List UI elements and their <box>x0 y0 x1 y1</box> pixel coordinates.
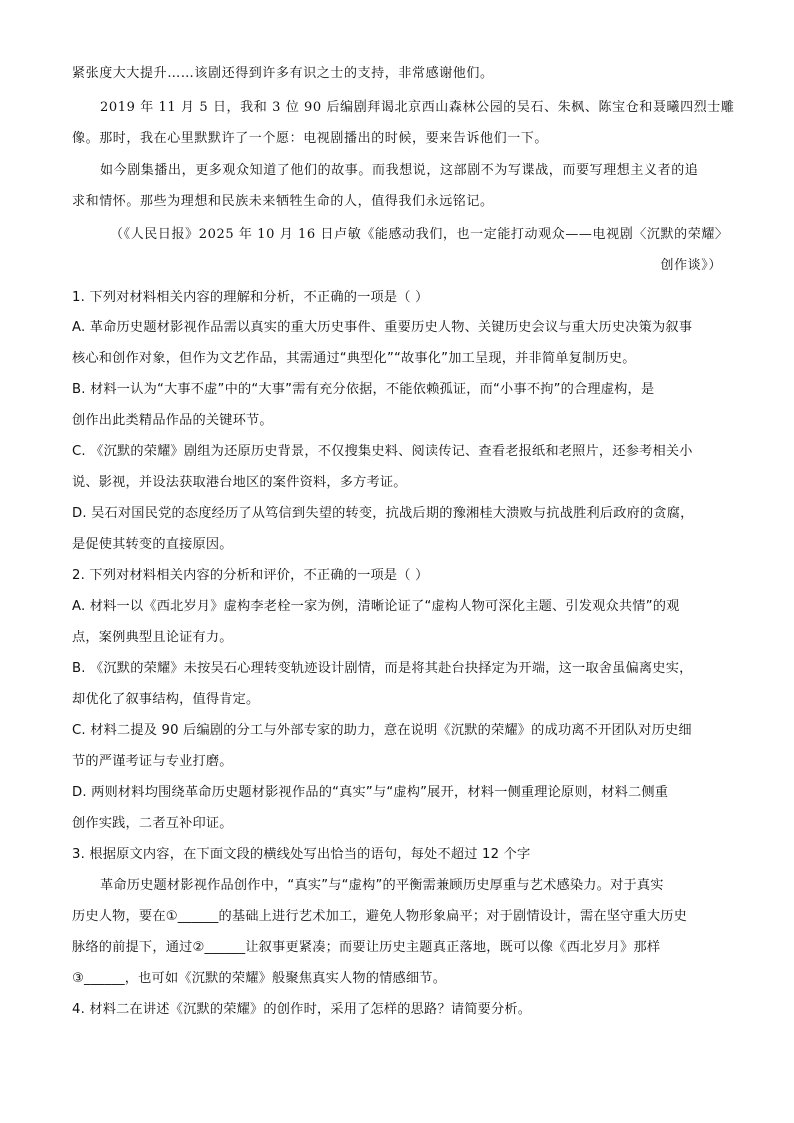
question-1-option-d: D. 吴石对国民党的态度经历了从笃信到失望的转变，抗战后期的豫湘桂大溃败与抗战胜利后政府的贪腐， <box>72 506 694 521</box>
question-3-passage-line: 革命历史题材影视作品创作中，“真实”与“虚构”的平衡需兼顾历史厚重与艺术感染力。对于真实 <box>100 878 664 893</box>
question-2-option-a-cont: 点，案例典型且论证有力。 <box>72 630 233 645</box>
question-2-stem: 2. 下列对材料相关内容的分析和评价，不正确的一项是（ ） <box>72 568 429 583</box>
question-1-option-c: C. 《沉默的荣耀》剧组为还原历史背景，不仅搜集史料、阅读传记、查看老报纸和老照片，还参考相关小 <box>72 444 693 459</box>
source-citation-end: 创作谈》） <box>660 258 722 273</box>
material-paragraph-line: 像。那时，我在心里默默许了一个愿：电视剧播出的时候，要来告诉他们一下。 <box>72 131 549 146</box>
question-1-option-b-cont: 创作出此类精品作品的关键环节。 <box>72 413 273 428</box>
question-2-option-d: D. 两则材料均围绕革命历史题材影视作品的“真实”与“虚构”展开，材料一侧重理论原则，材料二侧重 <box>72 785 669 800</box>
question-3-passage-line: ③______，也可如《沉默的荣耀》般聚焦真实人物的情感细节。 <box>72 971 447 986</box>
question-1-option-d-cont: 是促使其转变的直接原因。 <box>72 537 233 552</box>
material-paragraph-line: 紧张度大大提升……该剧还得到许多有识之士的支持，非常感谢他们。 <box>72 66 494 81</box>
question-1-option-b: B. 材料一认为“大事不虚”中的“大事”需有充分依据，不能依赖孤证，而“小事不拘”的合理虚构，是 <box>72 382 655 397</box>
material-paragraph-line: 2019 年 11 月 5 日，我和 3 位 90 后编剧拜谒北京西山森林公园的吴石、朱枫、陈宝仓和聂曦四烈士雕 <box>100 100 735 115</box>
question-2-option-c-cont: 节的严谨考证与专业打磨。 <box>72 754 233 769</box>
question-1-option-a-cont: 核心和创作对象，但作为文艺作品，其需通过“典型化”“故事化”加工呈现，并非简单复制历史。 <box>72 351 636 366</box>
question-1-option-c-cont: 说、影视，并设法获取港台地区的案件资料，多方考证。 <box>72 475 407 490</box>
source-citation: （《人民日报》2025 年 10 月 16 日卢敏《能感动我们，也一定能打动观众——电视剧〈沉默的荣耀〉 <box>110 227 729 242</box>
question-2-option-a: A. 材料一以《西北岁月》虚构李老栓一家为例，清晰论证了“虚构人物可深化主题、引发观众共情”的观 <box>72 599 680 614</box>
question-2-option-b-cont: 却优化了叙事结构，值得肯定。 <box>72 692 260 707</box>
material-paragraph-line: 求和情怀。那些为理想和民族未来牺牲生命的人，值得我们永远铭记。 <box>72 194 494 209</box>
question-1-option-a: A. 革命历史题材影视作品需以真实的重大历史事件、重要历史人物、关键历史会议与重大历史决策为叙事 <box>72 320 693 335</box>
question-3-passage-line: 脉络的前提下，通过②______让叙事更紧凑；而要让历史主题真正落地，既可以像《西北岁月》那样 <box>72 940 661 955</box>
question-4-stem: 4. 材料二在讲述《沉默的荣耀》的创作时，采用了怎样的思路？请简要分析。 <box>72 1002 532 1017</box>
question-2-option-d-cont: 创作实践，二者互补印证。 <box>72 816 233 831</box>
question-1-stem: 1. 下列对材料相关内容的理解和分析，不正确的一项是（ ） <box>72 290 429 305</box>
question-2-option-b: B. 《沉默的荣耀》未按吴石心理转变轨迹设计剧情，而是将其赴台抉择定为开端，这一取舍虽偏离史实， <box>72 661 693 676</box>
question-3-passage-line: 历史人物，要在①______的基础上进行艺术加工，避免人物形象扁平；对于剧情设计，需在坚守重大历史 <box>72 909 688 924</box>
question-2-option-c: C. 材料二提及 90 后编剧的分工与外部专家的助力，意在说明《沉默的荣耀》的成功离不开团队对历史细 <box>72 723 692 738</box>
question-3-stem: 3. 根据原文内容，在下面文段的横线处写出恰当的语句，每处不超过 12 个字 <box>72 847 531 862</box>
material-paragraph-line: 如今剧集播出，更多观众知道了他们的故事。而我想说，这部剧不为写谍战，而要写理想主义者的追 <box>100 163 699 178</box>
